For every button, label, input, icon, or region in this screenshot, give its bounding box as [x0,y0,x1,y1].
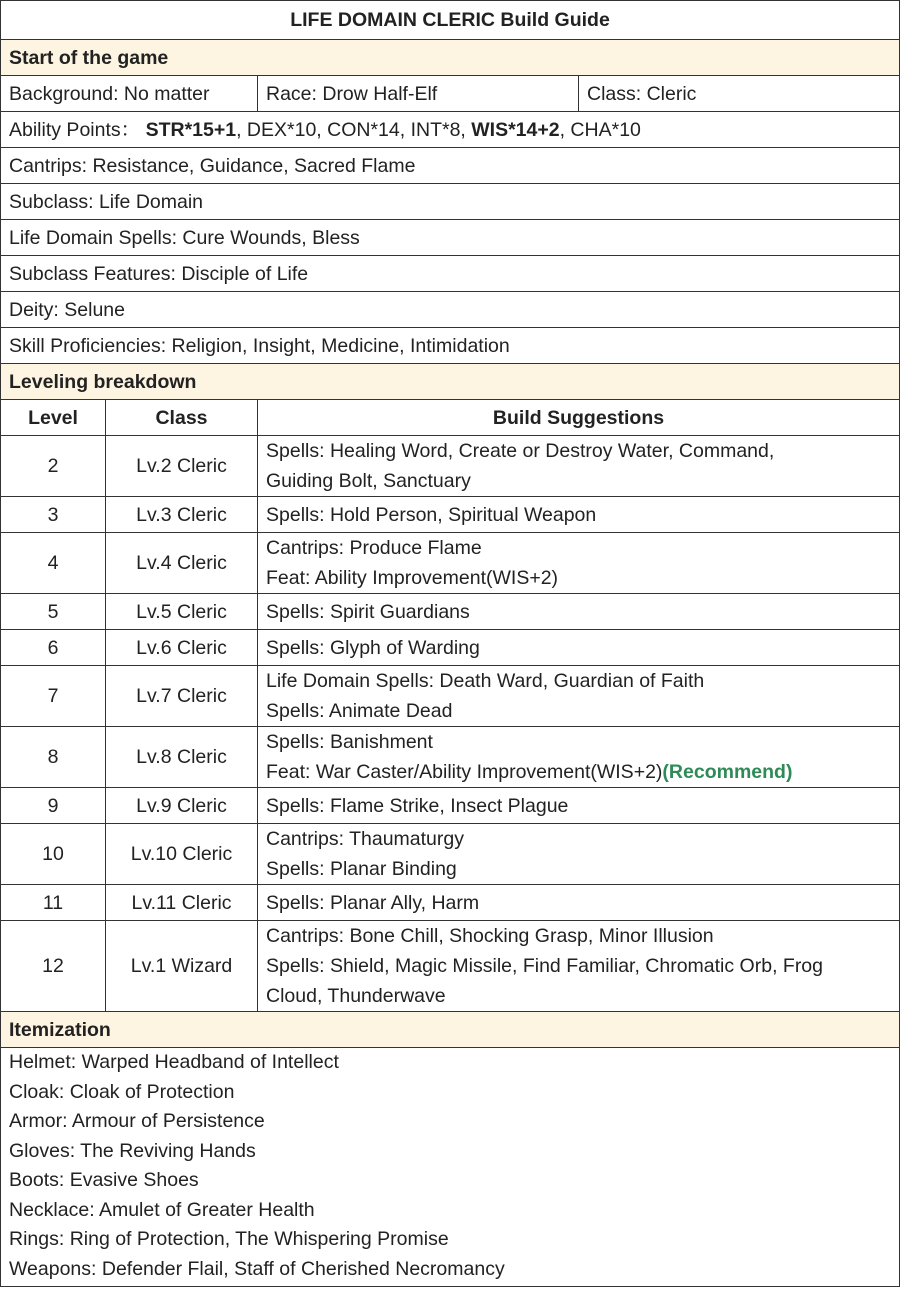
class-cell: Lv.11 Cleric [106,885,258,921]
col-header-class: Class [106,400,258,436]
table-row [1,436,900,497]
class-cell: Lv.5 Cleric [106,594,258,630]
section-header-leveling: Leveling breakdown [1,364,900,400]
class-cell: Lv.7 Cleric [106,666,258,727]
table-row [1,885,900,921]
suggestion-text: Spells: Glyph of Warding [266,636,480,659]
suggestion-line [266,666,891,696]
table-row [1,497,900,533]
item-entry: Cloak: Cloak of Protection [9,1080,235,1103]
item-entry: Necklace: Amulet of Greater Health [9,1198,315,1221]
table-row [1,630,900,666]
ability-wis: WIS*14+2 [471,118,560,141]
suggestion-text: Feat: War Caster/Ability Improvement(WIS+2) [266,761,663,783]
suggestion-cell [258,594,900,630]
race-cell: Race: Drow Half-Elf [258,76,579,112]
class-cell: Class: Cleric [579,76,900,112]
suggestion-text: Spells: Shield, Magic Missile, Find Familiar, Chromatic Orb, Frog [266,955,823,977]
item-entry: Boots: Evasive Shoes [9,1169,199,1191]
suggestion-line [266,791,891,821]
table-row [1,727,900,788]
suggestion-text: Spells: Animate Dead [266,700,453,722]
suggestion-line [266,500,891,530]
class-cell: Lv.8 Cleric [106,727,258,788]
suggestion-cell [258,666,900,727]
subclass-row: Subclass: Life Domain [1,184,900,220]
level-cell: 10 [1,824,106,885]
suggestion-text: Spells: Hold Person, Spiritual Weapon [266,503,597,526]
suggestion-text: Spells: Planar Binding [266,858,457,880]
suggestion-line [266,951,891,981]
suggestion-line [266,921,891,951]
ability-mid: , DEX*10, CON*14, INT*8, [236,118,472,141]
suggestion-line [266,466,891,496]
item-entry: Rings: Ring of Protection, The Whispering Promise [9,1228,449,1250]
col-header-suggestions: Build Suggestions [258,400,900,436]
level-cell: 7 [1,666,106,727]
suggestion-line [266,633,891,663]
ability-end: , CHA*10 [559,118,641,141]
table-row [1,533,900,594]
suggestion-cell [258,630,900,666]
suggestion-text: Spells: Flame Strike, Insect Plague [266,794,569,817]
table-row [1,824,900,885]
class-cell: Lv.4 Cleric [106,533,258,594]
suggestion-text: Cantrips: Bone Chill, Shocking Grasp, Minor Illusion [266,925,714,947]
table-row [1,921,900,1012]
section-header-itemization: Itemization [1,1012,900,1048]
suggestion-text: Spells: Planar Ally, Harm [266,891,480,914]
table-row [1,666,900,727]
cantrips-row: Cantrips: Resistance, Guidance, Sacred Flame [1,148,900,184]
suggestion-line [266,981,891,1011]
level-cell: 4 [1,533,106,594]
suggestion-text: Cantrips: Produce Flame [266,537,482,559]
item-entry: Weapons: Defender Flail, Staff of Cherished Necromancy [9,1257,505,1280]
section-header-start: Start of the game [1,40,900,76]
ability-str: STR*15+1 [145,118,237,141]
suggestion-cell [258,885,900,921]
suggestion-line [266,854,891,884]
class-cell: Lv.1 Wizard [106,921,258,1012]
level-cell: 8 [1,727,106,788]
suggestion-text: Guiding Bolt, Sanctuary [266,470,471,492]
suggestion-cell [258,921,900,1012]
ability-points [1,112,900,148]
level-cell: 9 [1,788,106,824]
suggestion-line [266,888,891,918]
class-cell: Lv.3 Cleric [106,497,258,533]
class-cell: Lv.2 Cleric [106,436,258,497]
suggestion-text: Spells: Healing Word, Create or Destroy Water, Command, [266,440,775,462]
suggestion-text: Spells: Spirit Guardians [266,600,470,623]
class-cell: Lv.9 Cleric [106,788,258,824]
suggestion-line [266,727,891,757]
domain-spells-row: Life Domain Spells: Cure Wounds, Bless [1,220,900,256]
table-row [1,788,900,824]
suggestion-cell [258,824,900,885]
suggestion-text: Feat: Ability Improvement(WIS+2) [266,567,559,589]
level-cell: 3 [1,497,106,533]
suggestion-line [266,597,891,627]
suggestion-line [266,533,891,563]
recommend-badge: (Recommend) [662,761,793,783]
suggestion-line [266,696,891,726]
background-cell: Background: No matter [1,76,258,112]
suggestion-text: Life Domain Spells: Death Ward, Guardian of Faith [266,670,705,692]
suggestion-line [266,436,891,466]
suggestion-line [266,563,891,593]
page-title: LIFE DOMAIN CLERIC Build Guide [1,1,900,40]
item-entry: Armor: Armour of Persistence [9,1110,265,1132]
suggestion-line [266,757,891,787]
suggestion-cell [258,436,900,497]
col-header-level: Level [1,400,106,436]
deity-row: Deity: Selune [1,292,900,328]
level-cell: 12 [1,921,106,1012]
level-cell: 6 [1,630,106,666]
suggestion-cell [258,727,900,788]
class-cell: Lv.10 Cleric [106,824,258,885]
suggestion-text: Spells: Banishment [266,731,433,753]
level-cell: 11 [1,885,106,921]
suggestion-line [266,824,891,854]
suggestion-cell [258,497,900,533]
table-row [1,594,900,630]
suggestion-cell [258,533,900,594]
ability-label: Ability Points： [9,118,141,141]
item-entry: Gloves: The Reviving Hands [9,1139,256,1162]
suggestion-cell [258,788,900,824]
level-cell: 2 [1,436,106,497]
itemization-list [1,1048,900,1287]
level-cell: 5 [1,594,106,630]
suggestion-text: Cantrips: Thaumaturgy [266,828,464,850]
class-cell: Lv.6 Cleric [106,630,258,666]
skills-row: Skill Proficiencies: Religion, Insight, Medicine, Intimidation [1,328,900,364]
features-row: Subclass Features: Disciple of Life [1,256,900,292]
item-entry: Helmet: Warped Headband of Intellect [9,1051,339,1073]
suggestion-text: Cloud, Thunderwave [266,985,446,1007]
